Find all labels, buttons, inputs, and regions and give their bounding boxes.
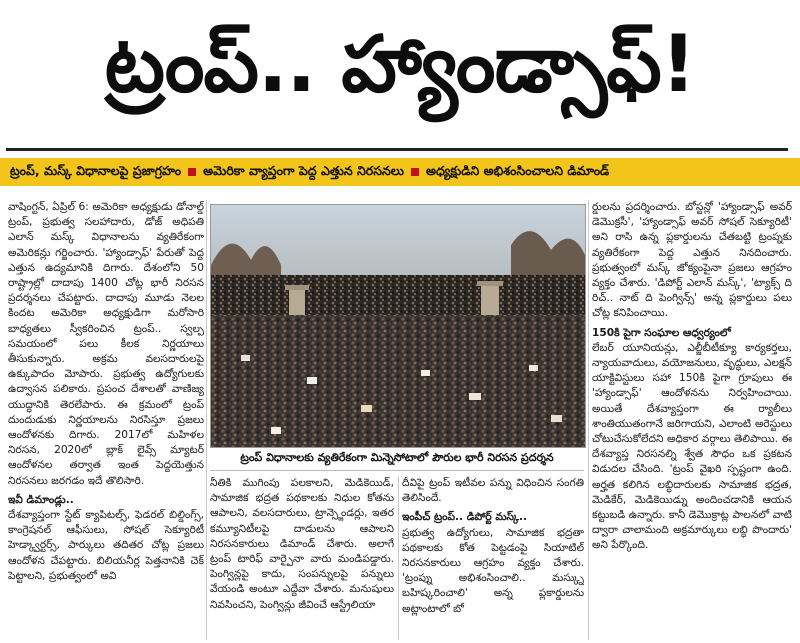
article-column-3 — [402, 476, 584, 640]
article-column-1 — [8, 200, 204, 640]
photo-caption: ట్రంప్ విధానాలకు వ్యతిరేకంగా మిన్నెసోటాలో పౌరుల భారీ నిరసన ప్రదర్శన — [210, 448, 584, 471]
paragraph: నీతికి ముగింపు పలకాలని, మెడికెయిడ్, సామాజిక భద్రత పథకాలకు నిధుల కోతను ఆపాలని, వలసదారులు, ట్రాన్స్జెండర్లు, ఇతర కమ్యూనిటీలపై దాడులను ఆపాలని నిరసనకారులు డిమాండ్ చేశారు. అలాగే ట్రంప్ టారిఫ్ వార్పైనా వారు మండిపడ్డారు. పెంగ్విన్లపై కాదు, సంపన్నులపై పన్నులు వేయండి అంటూ ఎద్దేవా చేశారు. మనుషులు నివసించని, పెంగ్విన్లు జీవించే ఆస్ట్రేలియా — [210, 477, 394, 611]
subheading: ఇవీ డిమాండ్లు.. — [8, 493, 74, 506]
divider — [6, 148, 788, 151]
column-divider — [206, 200, 207, 640]
paragraph: లేబర్ యూనియన్లు, ఎల్జీబీటీక్యూ కార్యకర్తలు, న్యాయవాదులు, వయోజనులు, వృద్ధులు, ఎలక్షన్ యాక్టివిస్టులు సహా 150కి పైగా గ్రూపులు ఈ 'హ్యాండ్సాఫ్' ఆందోళనను నిర్వహించాయి. అయితే దేశవ్యాప్తంగా ఈ ర్యాలీలు శాంతియుతంగానే జరిగాయని, ఎలాంటి అరెస్టులు చోటుచేసుకోలేదని అధికార వర్గాలు తెలిపాయి. ఈ దేశవ్యాప్త నిరసనల్ని శ్వేత సౌధం ఒక ప్రకటన విడుదల చేసింది. 'ట్రంప్ వైఖరి స్పష్టంగా ఉంది. అర్హత కలిగిన లబ్ధిదారులకు సామాజిక భద్రత, మెడికేర్, మెడికెయిడ్ను అందించడానికి ఆయన కట్టుబడి ఉన్నారు. కానీ డెమొక్రాట్ల పాలనలో వాటి ద్వారా చాలామంది అక్రమార్కులు లబ్ధి పొందారు' అని పేర్కొంది. — [592, 341, 792, 552]
paragraph: వాషింగ్టన్, ఏప్రిల్ 6: అమెరికా అధ్యక్షుడు డోనాల్డ్ ట్రంప్, ప్రభుత్వ సలహాదారు, డోజ్ అధిపతి ఎలాన్ మస్క్ విధానాలను వ్యతిరేకంగా అమెరికన్లు గర్జించారు. 'హ్యాండ్సాఫ్' పేరుతో పెద్ద ఎత్తున ఉద్యమానికి దిగారు. దేశంలోని 50 రాష్ట్రాల్లో దాదాపు 1400 చోట్ల భారీ నిరసన ప్రదర్శనలు చేపట్టారు. దాదాపు మూడు నెలల కిందట అమెరికా అధ్యక్షుడిగా మరోసారి బాధ్యతలు స్వీకరించిన ట్రంప్.. స్వల్ప సమయంలో పలు కీలక నిర్ణయాలు తీసుకున్నారు. అక్రమ వలసదారులపై ఉక్కుపాదం మోపారు. ప్రభుత్వ ఉద్యోగులకు ఉద్వాసన పలికారు. ప్రపంచ దేశాలతో వాణిజ్య యుద్ధానికి తెరలేపారు. ఈ క్రమంలో ట్రంప్ దుందుడుకు నిర్ణయాలను నిరసిస్తూ ప్రజలు ఆందోళనకు దిగారు. 2017లో మహిళల నిరసన, 2020లో బ్లాక్ లైవ్స్ మ్యాటర్ ఆందోళనల తర్వాత ఇంత పెద్దయెత్తున నిరసనలు జరగడం ఇదే తొలిసారి. — [8, 201, 204, 487]
column-divider — [588, 200, 589, 640]
protest-crowd-photo — [210, 204, 586, 448]
crowd-illustration — [211, 205, 585, 447]
paragraph: దీవిపై ట్రంప్ ఇటీవల పన్ను విధించిన సంగతి తెలిసిందే. — [402, 477, 584, 505]
strap-item: అమెరికా వ్యాప్తంగా పెద్ద ఎత్తున నిరసనలు — [203, 162, 404, 178]
column-divider — [398, 476, 399, 640]
sub-headline-strap — [0, 158, 800, 186]
subheading: 150కి పైగా సంఘాల ఆధ్వర్యంలో — [592, 326, 731, 339]
paragraph: ప్రభుత్వ ఉద్యోగులు, సామాజిక భద్రతా పథకాలకు కోత పెట్టడంపై సియాటిల్ నిరసనకారులు ఆగ్రహం వ్యక్తం చేశారు. 'ట్రంప్ను అభిశంసించాలి.. మస్క్ను బహిష్కరించాలి' అన్న ప్లకార్డులను అట్లాంటాలో బో — [402, 526, 584, 615]
bullet-separator — [411, 168, 419, 176]
headline: ట్రంప్.. హ్యాండ్సాఫ్! — [104, 19, 696, 110]
paragraph: ర్డులను ప్రదర్శించారు. బోస్టన్లో 'హ్యాండ్సాఫ్ అవర్ డెమొక్రసీ', 'హ్యాండ్సాఫ్ అవర్ సోషల్ సెక్యూరిటీ' అని రాసి ఉన్న ప్లకార్డులను చేతబట్టి ట్రంప్నకు వ్యతిరేకంగా పెద్ద ఎత్తున నినదించారు. ప్రభుత్వంలో మస్క్ జోక్యంపైనా ప్రజలు ఆగ్రహం వ్యక్తం చేశారు. 'డిపోర్ట్ ఎలాన్ మస్క్', 'ట్యాక్స్ ది రిచ్.. నాట్ ది పెంగ్విన్స్' అన్న ప్లకార్డులు పలు చోట్ల కనిపించాయి. — [592, 201, 792, 320]
subheading: ఇంపీచ్ ట్రంప్.. డిపోర్ట్ మస్క్.. — [402, 511, 528, 524]
paragraph: దేశవ్యాప్తంగా స్టేట్ క్యాపిటల్స్, ఫెడరల్ బిల్డింగ్స్, కాంగ్రెషనల్ ఆఫీసులు, సోషల్ సెక్యూరిటీ హెడ్క్వార్టర్స్, పార్కులు తదితర చోట్ల ప్రజలు ఆందోళన చేపట్టారు. బిలియనీర్ల పెత్తనానికి చెక్ పెట్టాలని, ప్రభుత్వంలో అవి — [8, 509, 204, 582]
strap-item: అధ్యక్షుడిని అభిశంసించాలని డిమాండ్ — [425, 162, 610, 178]
strap-item: ట్రంప్, మస్క్ విధానాలపై ప్రజాగ్రహం — [10, 162, 182, 178]
bullet-separator — [188, 168, 196, 176]
article-column-2 — [210, 476, 394, 640]
article-column-4 — [592, 200, 792, 640]
